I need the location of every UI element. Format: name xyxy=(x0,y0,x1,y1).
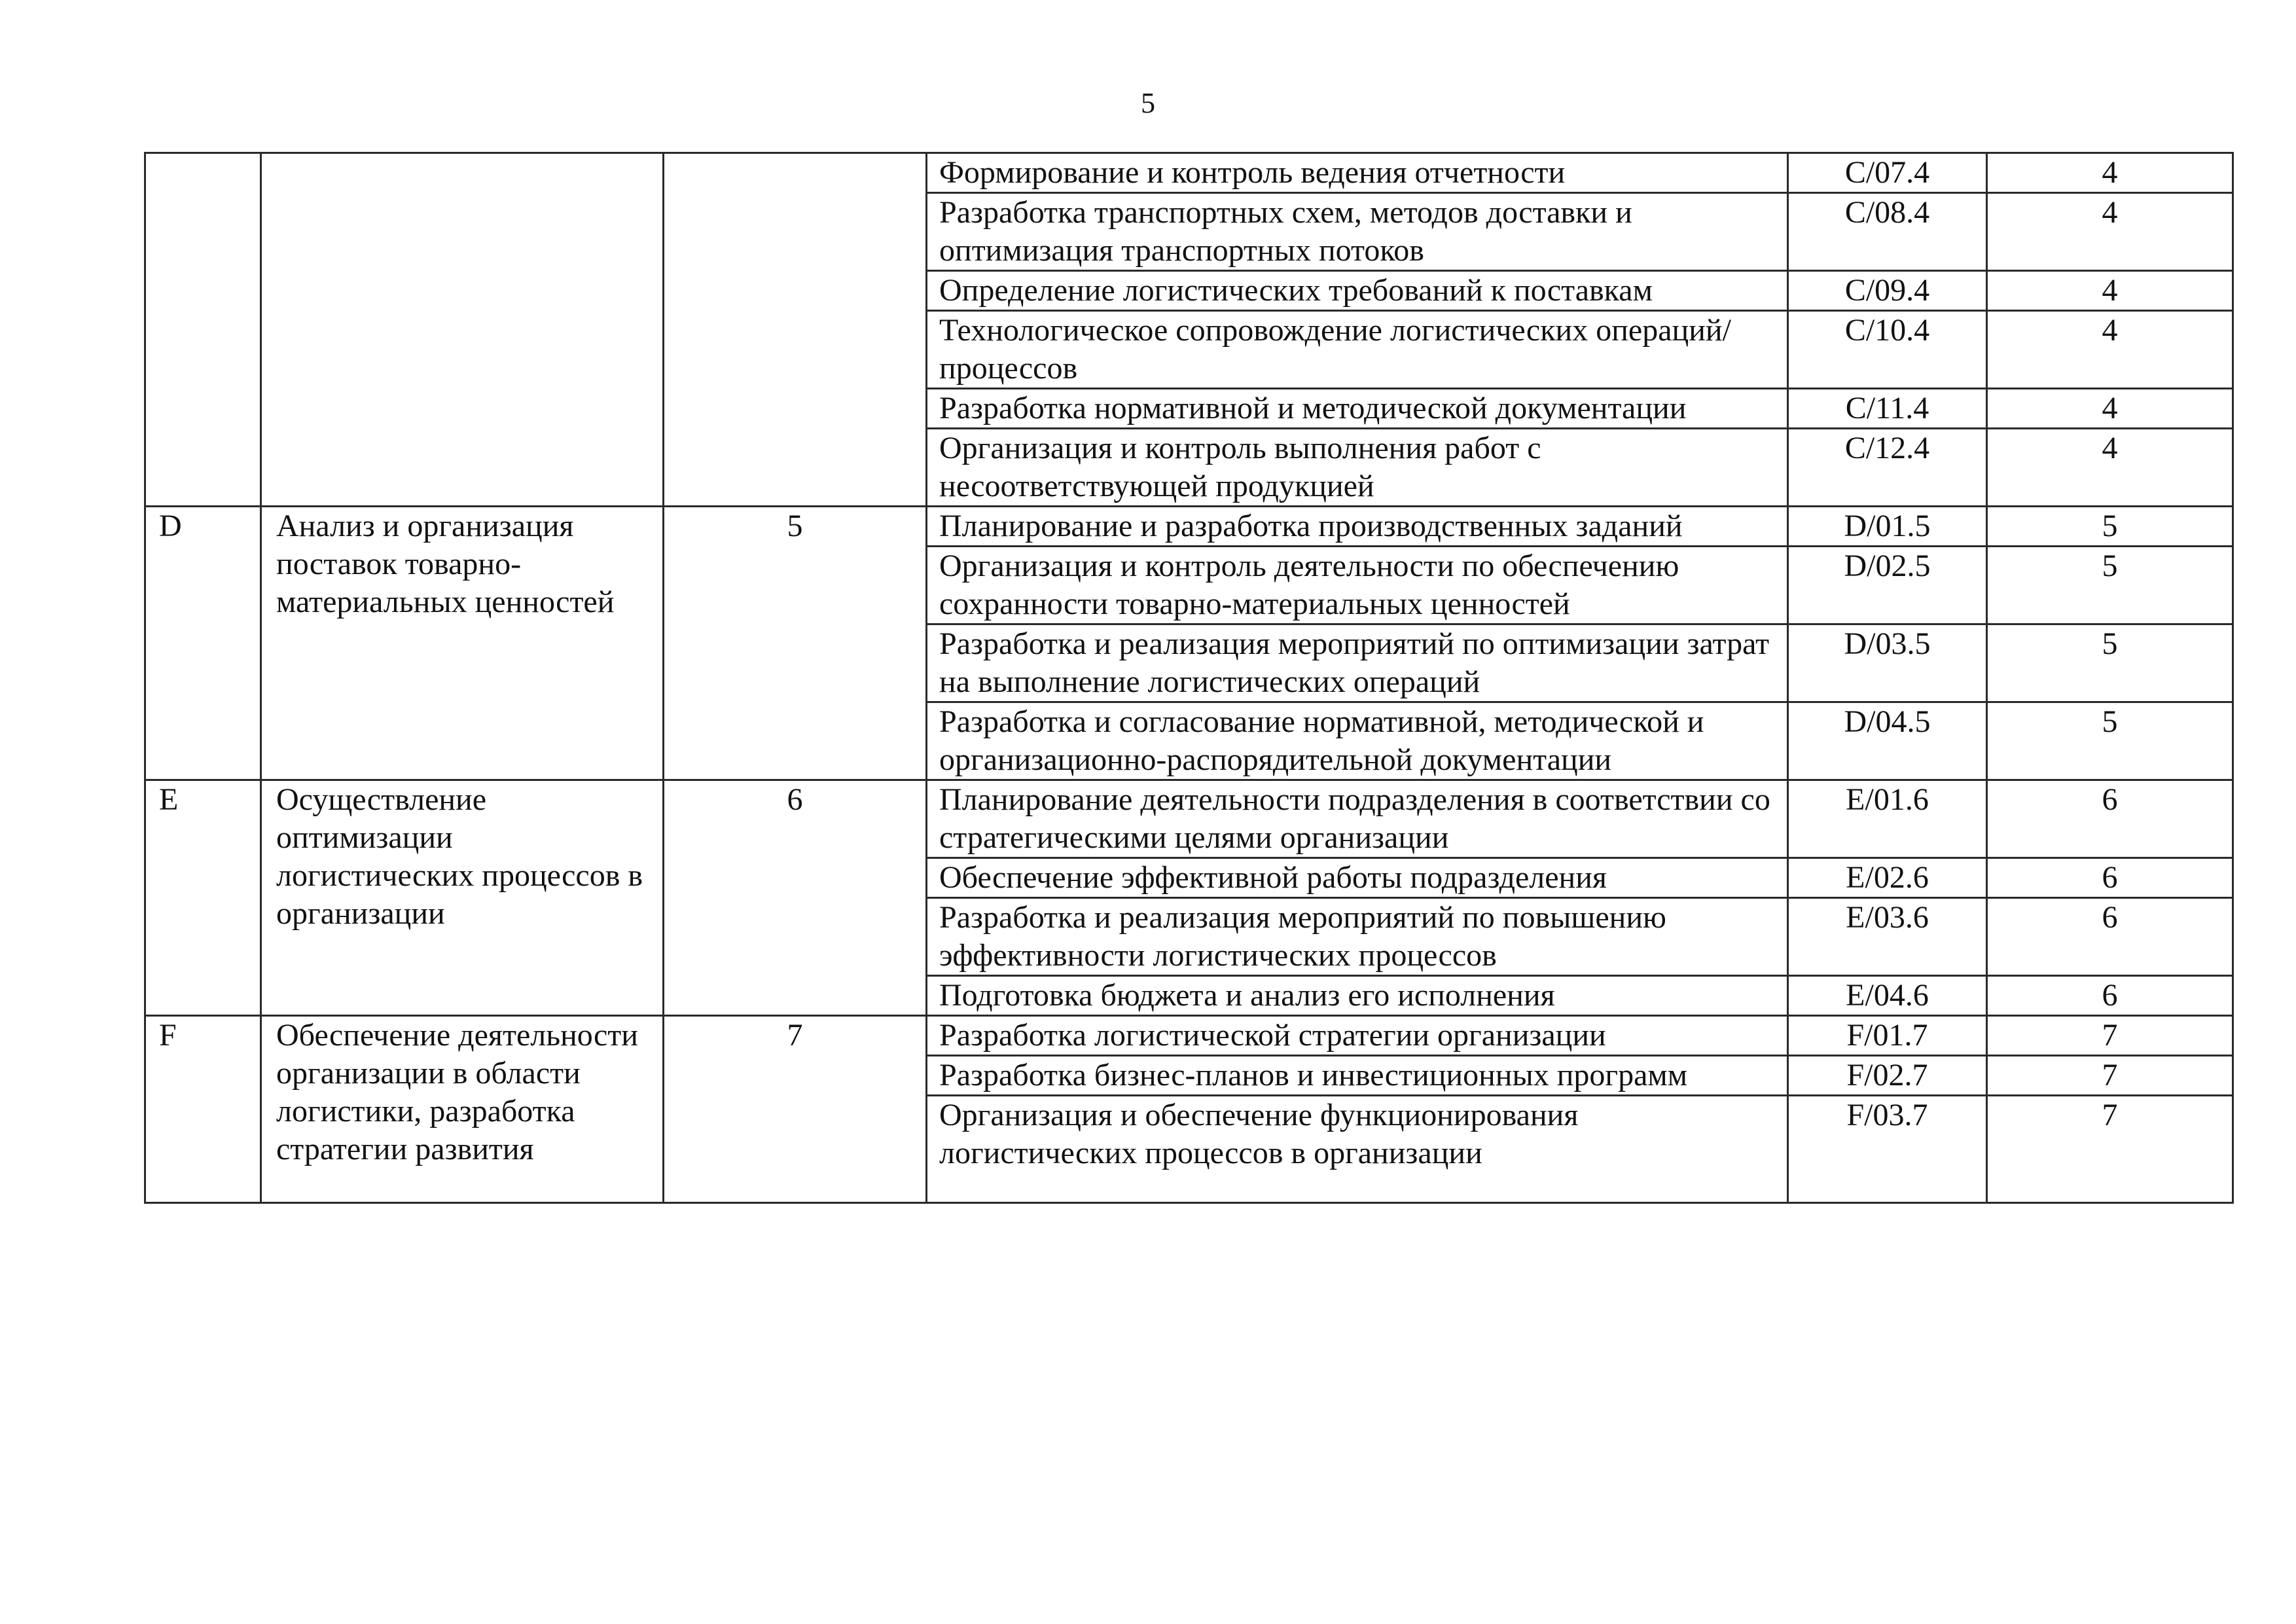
labor-function-code: D/04.5 xyxy=(1788,702,1987,780)
functions-table-container xyxy=(144,152,2232,1204)
labor-function-level: 7 xyxy=(1987,1056,2233,1096)
labor-function-code: E/01.6 xyxy=(1788,780,1987,858)
table-row xyxy=(145,1016,2233,1056)
general-function-code: D xyxy=(145,507,261,780)
general-function-code: E xyxy=(145,780,261,1016)
labor-function-name: Организация и контроль выполнения работ с несоответствующей продукцией xyxy=(927,429,1788,507)
labor-function-name: Разработка и реализация мероприятий по повышению эффективности логистических процессов xyxy=(927,898,1788,976)
labor-function-code: C/10.4 xyxy=(1788,311,1987,389)
functions-table xyxy=(144,152,2234,1204)
labor-function-code: C/11.4 xyxy=(1788,389,1987,429)
qualification-level: 6 xyxy=(664,780,927,1016)
page-number: 5 xyxy=(1141,87,1155,119)
general-function-code xyxy=(145,153,261,507)
labor-function-name: Обеспечение эффективной работы подразделения xyxy=(927,858,1788,898)
labor-function-name: Разработка и согласование нормативной, методической и организационно-распорядительной документации xyxy=(927,702,1788,780)
labor-function-code: D/03.5 xyxy=(1788,624,1987,702)
labor-function-code: F/03.7 xyxy=(1788,1096,1987,1203)
labor-function-level: 4 xyxy=(1987,389,2233,429)
labor-function-code: F/02.7 xyxy=(1788,1056,1987,1096)
labor-function-name: Технологическое сопровождение логистических операций/процессов xyxy=(927,311,1788,389)
labor-function-code: C/07.4 xyxy=(1788,153,1987,193)
general-function-name: Осуществление оптимизации логистических процессов в организации xyxy=(261,780,664,1016)
labor-function-name: Подготовка бюджета и анализ его исполнения xyxy=(927,976,1788,1016)
labor-function-level: 4 xyxy=(1987,193,2233,271)
labor-function-name: Планирование и разработка производственных заданий xyxy=(927,507,1788,547)
labor-function-level: 7 xyxy=(1987,1016,2233,1056)
labor-function-level: 4 xyxy=(1987,153,2233,193)
labor-function-level: 4 xyxy=(1987,311,2233,389)
labor-function-level: 5 xyxy=(1987,702,2233,780)
general-function-name xyxy=(261,153,664,507)
labor-function-code: F/01.7 xyxy=(1788,1016,1987,1056)
labor-function-name: Организация и обеспечение функционирования логистических процессов в организации xyxy=(927,1096,1788,1203)
table-row xyxy=(145,153,2233,193)
labor-function-level: 6 xyxy=(1987,898,2233,976)
labor-function-name: Разработка транспортных схем, методов доставки и оптимизация транспортных потоков xyxy=(927,193,1788,271)
qualification-level: 7 xyxy=(664,1016,927,1203)
labor-function-code: E/03.6 xyxy=(1788,898,1987,976)
table-row xyxy=(145,507,2233,547)
labor-function-code: C/09.4 xyxy=(1788,271,1987,311)
general-function-name: Анализ и организация поставок товарно-материальных ценностей xyxy=(261,507,664,780)
labor-function-code: D/01.5 xyxy=(1788,507,1987,547)
labor-function-level: 6 xyxy=(1987,976,2233,1016)
labor-function-code: E/04.6 xyxy=(1788,976,1987,1016)
labor-function-level: 4 xyxy=(1987,271,2233,311)
labor-function-code: D/02.5 xyxy=(1788,547,1987,624)
labor-function-level: 4 xyxy=(1987,429,2233,507)
labor-function-level: 6 xyxy=(1987,858,2233,898)
qualification-level xyxy=(664,153,927,507)
table-body xyxy=(145,153,2233,1203)
labor-function-code: C/12.4 xyxy=(1788,429,1987,507)
table-row xyxy=(145,780,2233,858)
labor-function-level: 5 xyxy=(1987,507,2233,547)
labor-function-code: E/02.6 xyxy=(1788,858,1987,898)
labor-function-name: Организация и контроль деятельности по обеспечению сохранности товарно-материальных ценностей xyxy=(927,547,1788,624)
labor-function-name: Планирование деятельности подразделения в соответствии со стратегическими целями организации xyxy=(927,780,1788,858)
labor-function-level: 6 xyxy=(1987,780,2233,858)
general-function-code: F xyxy=(145,1016,261,1203)
labor-function-name: Разработка и реализация мероприятий по оптимизации затрат на выполнение логистических операций xyxy=(927,624,1788,702)
qualification-level: 5 xyxy=(664,507,927,780)
labor-function-name: Формирование и контроль ведения отчетности xyxy=(927,153,1788,193)
labor-function-level: 5 xyxy=(1987,547,2233,624)
general-function-name: Обеспечение деятельности организации в области логистики, разработка стратегии развития xyxy=(261,1016,664,1203)
labor-function-level: 7 xyxy=(1987,1096,2233,1203)
labor-function-name: Разработка логистической стратегии организации xyxy=(927,1016,1788,1056)
labor-function-name: Определение логистических требований к поставкам xyxy=(927,271,1788,311)
labor-function-level: 5 xyxy=(1987,624,2233,702)
labor-function-code: C/08.4 xyxy=(1788,193,1987,271)
labor-function-name: Разработка нормативной и методической документации xyxy=(927,389,1788,429)
labor-function-name: Разработка бизнес-планов и инвестиционных программ xyxy=(927,1056,1788,1096)
